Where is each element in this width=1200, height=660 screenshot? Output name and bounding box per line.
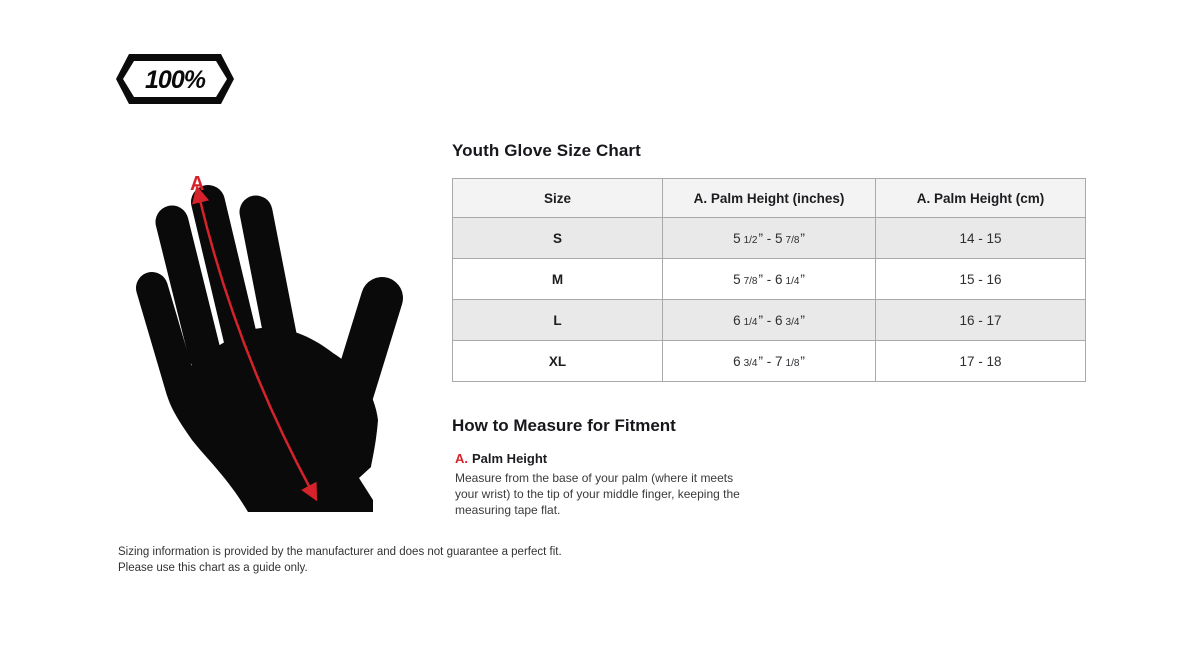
cm-cell: 15 - 16: [876, 259, 1086, 300]
inches-cell: 6 3/4” - 7 1/8”: [663, 341, 876, 382]
cm-cell: 17 - 18: [876, 341, 1086, 382]
size-chart-table: [452, 178, 1086, 382]
table-row-xl: [453, 341, 1086, 382]
cm-cell: 16 - 17: [876, 300, 1086, 341]
inches-cell: 5 1/2” - 5 7/8”: [663, 218, 876, 259]
measure-section-title: How to Measure for Fitment: [452, 416, 676, 435]
palm-height-description: Measure from the base of your palm (where it meets your wrist) to the tip of your middle finger, keeping the measuring tape flat.: [455, 471, 740, 517]
palm-height-label: Palm Height: [472, 451, 548, 466]
inches-cell: 5 7/8” - 6 1/4”: [663, 259, 876, 300]
sizing-disclaimer: [118, 544, 562, 576]
column-header-inches: A. Palm Height (inches): [663, 179, 876, 218]
measurement-label-a: A: [190, 173, 205, 195]
logo-text: 100%: [145, 66, 205, 94]
table-row-m: [453, 259, 1086, 300]
palm-height-letter: A.: [455, 451, 468, 466]
glove-diagram: [120, 160, 440, 520]
disclaimer-line-2: Please use this chart as a guide only.: [118, 562, 308, 574]
size-cell: S: [453, 218, 663, 259]
cm-cell: 14 - 15: [876, 218, 1086, 259]
size-chart-title: Youth Glove Size Chart: [452, 141, 641, 160]
size-cell: XL: [453, 341, 663, 382]
column-header-size: Size: [453, 179, 663, 218]
size-cell: M: [453, 259, 663, 300]
size-cell: L: [453, 300, 663, 341]
palm-height-heading: [455, 451, 547, 466]
table-row-s: [453, 218, 1086, 259]
table-row-l: [453, 300, 1086, 341]
inches-cell: 6 1/4” - 6 3/4”: [663, 300, 876, 341]
table-header-row: [453, 179, 1086, 218]
hand-silhouette: [152, 202, 382, 512]
brand-logo-100percent: [115, 53, 235, 105]
disclaimer-line-1: Sizing information is provided by the manufacturer and does not guarantee a perfect fit.: [118, 546, 562, 558]
column-header-cm: A. Palm Height (cm): [876, 179, 1086, 218]
